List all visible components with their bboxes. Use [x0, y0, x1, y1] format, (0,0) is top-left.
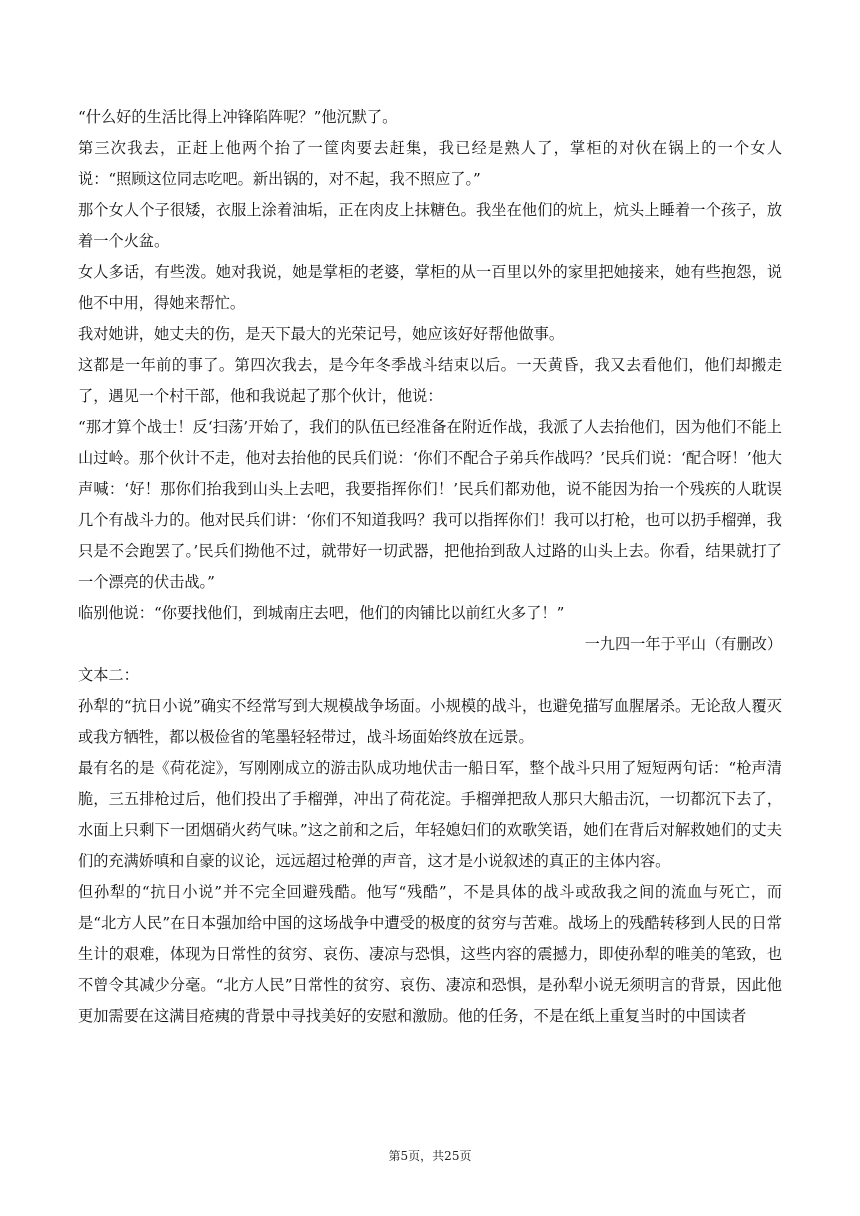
paragraph: 但孙犁的“抗日小说”并不完全回避残酷。他写“残酷”，不是具体的战斗或敌我之间的流血与死亡，而是“北方人民”在日本强加给中国的这场战争中遭受的极度的贫穷与苦难。战场上的残酷转移到人民的日常生计的艰难，体现为日常性的贫穷、哀伤、凄凉与恐惧，这些内容的震撼力，即使孙犁的唯美的笔致，也不曾令其减少分毫。“北方人民”日常性的贫穷、哀伤、凄凉和恐惧，是孙犁小说无须明言的背景，因此他更加需要在这满目疮痍的背景中寻找美好的安慰和激励。他的任务，不是在纸上重复当时的中国读者: [78, 883, 782, 1025]
paragraph: 我对她讲，她丈夫的伤，是天下最大的光荣记号，她应该好好帮他做事。: [78, 325, 564, 343]
paragraph: 最有名的是《荷花淀》，写刚刚成立的游击队成功地伏击一船日军，整个战斗只用了短短两句话：“枪声清脆，三五排枪过后，他们投出了手榴弹，冲出了荷花淀。手榴弹把敌人那只大船击沉，一切都沉下去了，水面上只剩下一团烟硝火药气味。”这之前和之后，年轻媳妇们的欢歌笑语，她们在背后对解救她们的丈夫们的充满娇嗔和自豪的议论，远远超过枪弹的声音，这才是小说叙述的真正的主体内容。: [78, 759, 782, 870]
section-label: 文本二：: [78, 666, 139, 684]
paragraph: 临别他说：“你要找他们，到城南庄去吧，他们的肉铺比以前红火多了！”: [78, 604, 565, 622]
paragraph: 第三次我去，正赶上他两个抬了一筐肉要去赶集，我已经是熟人了，掌柜的对伙在锅上的一个女人说：“照顾这位同志吃吧。新出锅的，对不起，我不照应了。”: [78, 139, 782, 188]
document-body: [78, 102, 782, 1032]
page-footer: 第5页，共25页: [388, 1149, 472, 1163]
paragraph: 那个女人个子很矮，衣服上涂着油垢，正在肉皮上抹糖色。我坐在他们的炕上，炕头上睡着一个孩子，放着一个火盆。: [78, 201, 782, 250]
paragraph: 这都是一年前的事了。第四次我去，是今年冬季战斗结束以后。一天黄昏，我又去看他们，他们却搬走了，遇见一个村干部，他和我说起了那个伙计，他说：: [78, 356, 782, 405]
paragraph: “什么好的生活比得上冲锋陷阵呢？”他沉默了。: [78, 108, 398, 126]
paragraph: “那才算个战士！反‘扫荡’开始了，我们的队伍已经准备在附近作战，我派了人去抬他们，因为他们不能上山过岭。那个伙计不走，他对去抬他的民兵们说：‘你们不配合子弟兵作战吗？’民兵们说：‘配合呀！’他大声喊：‘好！那你们抬我到山头上去吧，我要指挥你们！’民兵们都劝他，说不能因为抬一个残疾的人耽误几个有战斗力的。他对民兵们讲：‘你们不知道我吗？我可以指挥你们！我可以打枪，也可以扔手榴弹，我只是不会跑罢了。’民兵们拗他不过，就带好一切武器，把他抬到敌人过路的山头上去。你看，结果就打了一个漂亮的伏击战。”: [78, 418, 782, 591]
paragraph: 女人多话，有些泼。她对我说，她是掌柜的老婆，掌柜的从一百里以外的家里把她接来，她有些抱怨，说他不中用，得她来帮忙。: [78, 263, 782, 312]
paragraph: 孙犁的“抗日小说”确实不经常写到大规模战争场面。小规模的战斗，也避免描写血腥屠杀。无论敌人覆灭或我方牺牲，都以极俭省的笔墨轻轻带过，战斗场面始终放在远景。: [78, 697, 782, 746]
signature-line: 一九四一年于平山（有删改）: [584, 635, 782, 653]
